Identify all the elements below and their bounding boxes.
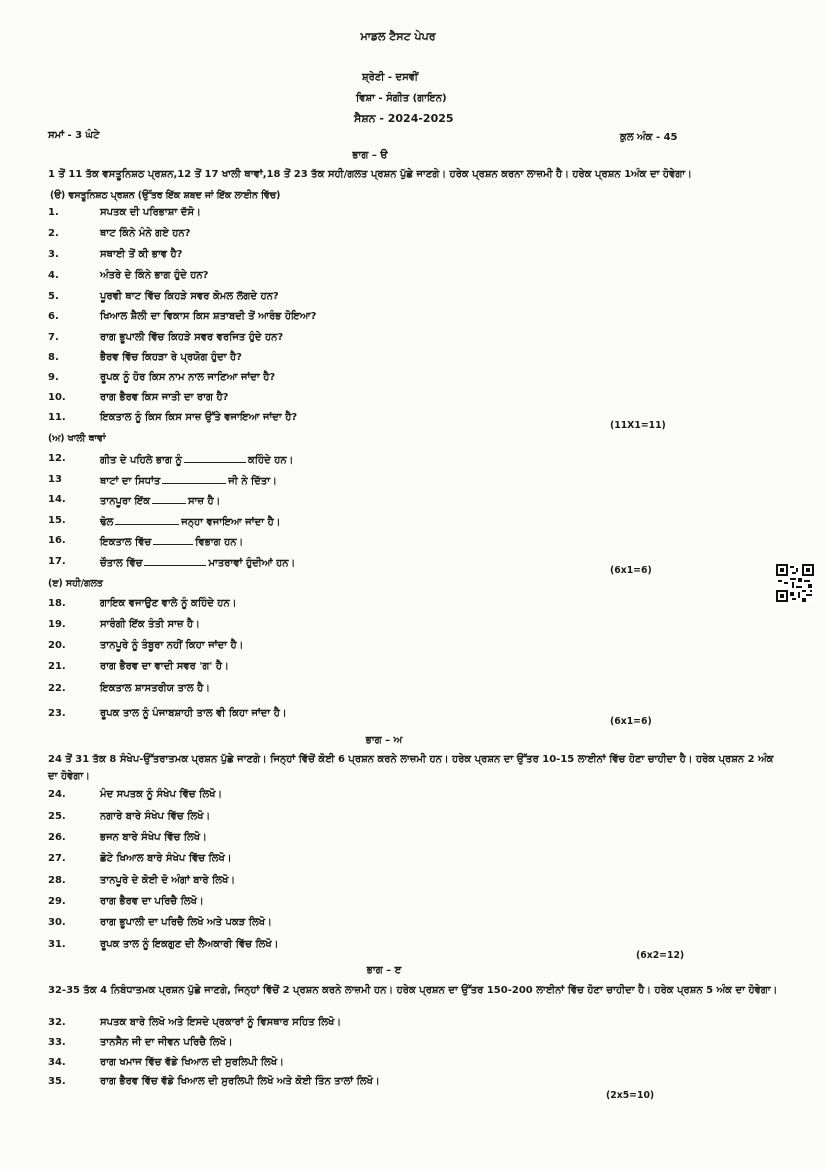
- question-text: ਰੂਪਕ ਨੂੰ ਹੋਰ ਕਿਸ ਨਾਮ ਨਾਲ ਜਾਣਿਆ ਜਾਂਦਾ ਹੈ?: [100, 372, 276, 383]
- question-number: 18.: [48, 598, 66, 609]
- question-text: ਤਾਨਪੂਰੇ ਨੂੰ ਤੰਬੂਰਾ ਨਹੀਂ ਕਿਹਾ ਜਾਂਦਾ ਹੈ।: [100, 640, 244, 651]
- question-number: 2.: [48, 228, 59, 239]
- question-row: [0, 1037, 740, 1053]
- question-number: 33.: [48, 1037, 66, 1048]
- question-number: 28.: [48, 875, 66, 886]
- question-row: [0, 789, 740, 805]
- question-number: 21.: [48, 661, 66, 672]
- section-ka-marks: (11X1=11): [610, 420, 666, 431]
- question-text: ਰਾਗ ਭੈਰਵ ਦਾ ਪਰਿਚੈ ਲਿਖੋ।: [100, 896, 204, 907]
- question-number: 6.: [48, 311, 59, 322]
- question-number: 32.: [48, 1017, 66, 1028]
- fill-in-blank[interactable]: [153, 535, 193, 545]
- question-number: 10.: [48, 392, 66, 403]
- question-number: 22.: [48, 683, 66, 694]
- question-number: 31.: [48, 939, 66, 950]
- question-text-before-blank: ਗੀਤ ਦੇ ਪਹਿਲੇ ਭਾਗ ਨੂੰ: [100, 455, 182, 466]
- question-number: 1.: [48, 207, 59, 218]
- question-number: 3.: [48, 249, 59, 260]
- question-number: 25.: [48, 811, 66, 822]
- fill-in-blank[interactable]: [184, 453, 246, 463]
- section-kha-marks: (6x1=6): [610, 565, 652, 576]
- fill-in-blank[interactable]: [162, 474, 226, 484]
- question-text: ਰਾਗ ਖਮਾਜ ਵਿੱਚ ਵੱਡੇ ਖਿਆਲ ਦੀ ਸੁਰਲਿਪੀ ਲਿਖੋ।: [100, 1057, 284, 1068]
- section-ka-title: (ੳ) ਵਸਤੂਨਿਸ਼ਠ ਪ੍ਰਸ਼ਨ (ਉੱਤਰ ਇੱਕ ਸ਼ਬਦ ਜਾਂ ਇੱਕ ਲਾਈਨ ਵਿੱਚ): [50, 190, 281, 201]
- question-number: 23.: [48, 708, 66, 719]
- question-text: ਇਕਤਾਲ ਨੂੰ ਕਿਸ ਕਿਸ ਸਾਜ਼ ਉੱਤੇ ਵਜਾਇਆ ਜਾਂਦਾ ਹੈ?: [100, 412, 298, 423]
- question-row: [0, 332, 740, 348]
- question-text: ਤਾਨਪੂਰੇ ਦੇ ਕੋਈ ਦੋ ਅੰਗਾਂ ਬਾਰੇ ਲਿਖੋ।: [100, 875, 236, 886]
- question-number: 24.: [48, 789, 66, 800]
- question-number: 30.: [48, 917, 66, 928]
- question-row: [0, 896, 740, 912]
- question-row: [0, 474, 740, 490]
- question-text: ਨਗਾਰੇ ਬਾਰੇ ਸੰਖੇਪ ਵਿੱਚ ਲਿਖੋ।: [100, 811, 211, 822]
- question-text: ਇਕਤਾਲ ਸ਼ਾਸਤਰੀਯ ਤਾਲ ਹੈ।: [100, 683, 211, 694]
- question-row: [0, 352, 740, 368]
- question-text-after-blank: ਕਹਿੰਦੇ ਹਨ।: [247, 455, 294, 466]
- question-row: [0, 249, 740, 265]
- question-number: 15.: [48, 515, 66, 526]
- part-a-title: ਭਾਗ – ੳ: [352, 150, 388, 161]
- question-row: [0, 1017, 740, 1033]
- question-text: ਰਾਗ ਭੂਪਾਲੀ ਵਿੱਚ ਕਿਹੜੇ ਸਵਰ ਵਰਜਿਤ ਹੁੰਦੇ ਹਨ?: [100, 332, 284, 343]
- question-text-before-blank: ਚੌਤਾਲ ਵਿੱਚ: [100, 558, 143, 569]
- question-row: [0, 207, 740, 223]
- question-number: 17.: [48, 556, 66, 567]
- qr-code: [776, 564, 814, 602]
- question-text: ਰੂਪਕ ਤਾਲ ਨੂੰ ਇਕਗੁਣ ਦੀ ਲੈਅਕਾਰੀ ਵਿੱਚ ਲਿਖੋ।: [100, 939, 279, 950]
- question-text: ਭੈਰਵ ਵਿੱਚ ਕਿਹੜਾ ਰੇ ਪ੍ਰਯੋਗ ਹੁੰਦਾ ਹੈ?: [100, 352, 242, 363]
- question-text: ਸਪਤਕ ਦੀ ਪਰਿਭਾਸ਼ਾ ਦੱਸੋ।: [100, 207, 201, 218]
- question-row: [0, 494, 740, 510]
- section-ga-title: (ੲ) ਸਹੀ/ਗਲਤ: [48, 578, 103, 589]
- question-number: 19.: [48, 619, 66, 630]
- question-text: [100, 453, 293, 466]
- question-row: [0, 661, 740, 677]
- question-row: [0, 372, 740, 388]
- question-text-after-blank: ਜਨ੍ਹਾ ਵਜਾਇਆ ਜਾਂਦਾ ਹੈ।: [181, 517, 281, 528]
- part-c-marks: (2x5=10): [606, 1090, 655, 1101]
- question-text-after-blank: ਜੀ ਨੇ ਦਿੱਤਾ।: [228, 476, 277, 487]
- question-number: 34.: [48, 1057, 66, 1068]
- question-text: ਗਾਇਕ ਵਜਾਉਣ ਵਾਲੇ ਨੂੰ ਕਹਿੰਦੇ ਹਨ।: [100, 598, 237, 609]
- subject-label: ਵਿਸ਼ਾ - ਸੰਗੀਤ (ਗਾਇਨ): [356, 93, 447, 104]
- question-text: ਭਜਨ ਬਾਰੇ ਸੰਖੇਪ ਵਿੱਚ ਲਿਖੋ।: [100, 832, 207, 843]
- question-text-before-blank: ਢੋਲ: [100, 517, 114, 528]
- question-text: ਥਾਟ ਕਿੰਨੇ ਮੰਨੇ ਗਏ ਹਨ?: [100, 228, 191, 239]
- section-ga-marks: (6x1=6): [610, 716, 652, 727]
- question-row: [0, 939, 740, 955]
- question-text-before-blank: ਤਾਨਪੂਰਾ ਇੱਕ: [100, 496, 151, 507]
- question-text: ਅੰਤਰੇ ਦੇ ਕਿੰਨੇ ਭਾਗ ਹੁੰਦੇ ਹਨ?: [100, 270, 209, 281]
- question-row: [0, 515, 740, 531]
- question-number: 4.: [48, 270, 59, 281]
- paper-title: ਮਾਡਲ ਟੈਸਟ ਪੇਪਰ: [360, 30, 436, 43]
- question-row: [0, 535, 740, 551]
- question-row: [0, 1057, 740, 1073]
- question-row: [0, 453, 740, 469]
- question-text: ਰਾਗ ਭੈਰਵ ਦਾ ਵਾਦੀ ਸਵਰ 'ਗ' ਹੈ।: [100, 661, 229, 672]
- question-row: [0, 917, 740, 933]
- question-row: [0, 640, 740, 656]
- section-kha-title: (ਅ) ਖਾਲੀ ਥਾਵਾਂ: [48, 433, 106, 444]
- question-row: [0, 228, 740, 244]
- question-text: ਸਥਾਈ ਤੋਂ ਕੀ ਭਾਵ ਹੈ?: [100, 249, 183, 260]
- time-label: ਸਮਾਂ - 3 ਘੰਟੇ: [48, 130, 100, 141]
- question-text: [100, 535, 243, 548]
- question-number: 20.: [48, 640, 66, 651]
- question-number: 16.: [48, 535, 66, 546]
- question-row: [0, 598, 740, 614]
- question-text: ਛੋਟੇ ਖਿਆਲ ਬਾਰੇ ਸੰਖੇਪ ਵਿੱਚ ਲਿਖੋ।: [100, 853, 232, 864]
- question-row: [0, 311, 740, 327]
- fill-in-blank[interactable]: [144, 556, 206, 566]
- part-b-marks: (6x2=12): [636, 950, 685, 961]
- question-text: ਰਾਗ ਭੈਰਵ ਵਿੱਚ ਵੱਡੇ ਖਿਆਲ ਦੀ ਸੁਰਲਿਪੀ ਲਿਖੋ ਅਤੇ ਕੋਈ ਤਿੰਨ ਤਾਲਾਂ ਲਿਖੋ।: [100, 1076, 380, 1087]
- question-row: [0, 853, 740, 869]
- part-c-title: ਭਾਗ – ੲ: [366, 965, 402, 976]
- question-row: [0, 392, 740, 408]
- question-text-after-blank: ਵਿਭਾਗ ਹਨ।: [195, 537, 244, 548]
- question-text: [100, 556, 295, 569]
- question-number: 27.: [48, 853, 66, 864]
- question-text: ਮੰਦ ਸਪਤਕ ਨੂੰ ਸੰਖੇਪ ਵਿੱਚ ਲਿਖੋ।: [100, 789, 223, 800]
- total-marks: ਕੁਲ ਅੰਕ - 45: [620, 132, 678, 143]
- question-number: 29.: [48, 896, 66, 907]
- question-number: 9.: [48, 372, 59, 383]
- question-number: 12.: [48, 453, 66, 464]
- question-number: 8.: [48, 352, 59, 363]
- question-text: [100, 515, 280, 528]
- part-c-instructions: 32-35 ਤੱਕ 4 ਨਿਬੰਧਾਤਮਕ ਪ੍ਰਸ਼ਨ ਪੁੱਛੇ ਜਾਣਗੇ, ਜਿਨ੍ਹਾਂ ਵਿੱਚੋਂ 2 ਪ੍ਰਸ਼ਨ ਕਰਨੇ ਲਾਜ਼ਮੀ ਹਨ। ਹਰੇਕ ਪ੍ਰਸ਼ਨ ਦਾ ਉੱਤਰ 150-200 ਲਾਈਨਾਂ ਵਿੱਚ ਹੋਣਾ ਚਾਹੀਦਾ ਹੈ। ਹਰੇਕ ਪ੍ਰਸ਼ਨ 5 ਅੰਕ ਦਾ ਹੋਵੇਗਾ।: [48, 985, 778, 996]
- part-b-instructions: 24 ਤੋਂ 31 ਤੱਕ 8 ਸੰਖੇਪ-ਉੱਤਰਾਤਮਕ ਪ੍ਰਸ਼ਨ ਪੁੱਛੇ ਜਾਣਗੇ। ਜਿਨ੍ਹਾਂ ਵਿੱਚੋਂ ਕੋਈ 6 ਪ੍ਰਸ਼ਨ ਕਰਨੇ ਲਾਜ਼ਮੀ ਹਨ। ਹਰੇਕ ਪ੍ਰਸ਼ਨ ਦਾ ਉੱਤਰ 10-15 ਲਾਈਨਾਂ ਵਿੱਚ ਹੋਣਾ ਚਾਹੀਦਾ ਹੈ। ਹਰੇਕ ਪ੍ਰਸ਼ਨ 2 ਅੰਕ ਦਾ ਹੋਵੇਗਾ।: [48, 754, 774, 782]
- question-text-after-blank: ਮਾਤਰਾਵਾਂ ਹੁੰਦੀਆਂ ਹਨ।: [208, 558, 296, 569]
- question-text: ਪੂਰਵੀ ਥਾਟ ਵਿੱਚ ਕਿਹੜੇ ਸਵਰ ਕੋਮਲ ਲੱਗਦੇ ਹਨ?: [100, 291, 279, 302]
- question-text: ਸਾਰੰਗੀ ਇੱਕ ਤੰਤੀ ਸਾਜ਼ ਹੈ।: [100, 619, 200, 630]
- question-number: 26.: [48, 832, 66, 843]
- question-text: [100, 474, 277, 487]
- question-row: [0, 619, 740, 635]
- question-text-before-blank: ਇਕਤਾਲ ਵਿੱਚ: [100, 537, 152, 548]
- question-row: [0, 832, 740, 848]
- fill-in-blank[interactable]: [152, 494, 186, 504]
- fill-in-blank[interactable]: [115, 515, 179, 525]
- question-row: [0, 270, 740, 286]
- question-number: 11.: [48, 412, 66, 423]
- part-a-instructions: 1 ਤੋਂ 11 ਤੱਕ ਵਸਤੂਨਿਸ਼ਠ ਪ੍ਰਸ਼ਨ,12 ਤੋਂ 17 ਖਾਲੀ ਥਾਵਾਂ,18 ਤੋਂ 23 ਤੱਕ ਸਹੀ/ਗਲਤ ਪ੍ਰਸ਼ਨ ਪੁੱਛੇ ਜਾਣਗੇ। ਹਰੇਕ ਪ੍ਰਸ਼ਨ ਕਰਨਾ ਲਾਜ਼ਮੀ ਹੈ। ਹਰੇਕ ਪ੍ਰਸ਼ਨ 1ਅੰਕ ਦਾ ਹੋਵੇਗਾ।: [48, 169, 692, 180]
- question-number: 35.: [48, 1076, 66, 1087]
- session-label: ਸੈਸ਼ਨ - 2024-2025: [354, 112, 454, 125]
- class-label: ਸ਼੍ਰੇਣੀ - ਦਸਵੀਂ: [362, 72, 419, 83]
- question-number: 5.: [48, 291, 59, 302]
- question-text: ਰੂਪਕ ਤਾਲ ਨੂੰ ਪੰਜਾਬਸ਼ਾਹੀ ਤਾਲ ਵੀ ਕਿਹਾ ਜਾਂਦਾ ਹੈ।: [100, 708, 287, 719]
- question-text: [100, 494, 220, 507]
- question-text: ਸਪਤਕ ਬਾਰੇ ਲਿਖੋ ਅਤੇ ਇਸਦੇ ਪ੍ਰਕਾਰਾਂ ਨੂੰ ਵਿਸਥਾਰ ਸਹਿਤ ਲਿਖੋ।: [100, 1017, 342, 1028]
- question-row: [0, 875, 740, 891]
- question-text: ਤਾਨਸੈਨ ਜੀ ਦਾ ਜੀਵਨ ਪਰਿਚੈ ਲਿਖੋ।: [100, 1037, 233, 1048]
- question-text-before-blank: ਥਾਟਾਂ ਦਾ ਸਿਧਾਂਤ: [100, 476, 161, 487]
- question-number: 7.: [48, 332, 59, 343]
- question-row: [0, 811, 740, 827]
- question-number: 14.: [48, 494, 66, 505]
- question-text: ਖਿਆਲ ਸ਼ੈਲੀ ਦਾ ਵਿਕਾਸ ਕਿਸ ਸ਼ਤਾਬਦੀ ਤੋਂ ਆਰੰਭ ਹੋਇਆ?: [100, 311, 317, 322]
- question-row: [0, 683, 740, 699]
- question-text: ਰਾਗ ਭੂਪਾਲੀ ਦਾ ਪਰਿਚੈ ਲਿਖੋ ਅਤੇ ਪਕੜ ਲਿਖੋ।: [100, 917, 272, 928]
- question-text: ਰਾਗ ਭੈਰਵ ਕਿਸ ਜਾਤੀ ਦਾ ਰਾਗ ਹੈ?: [100, 392, 229, 403]
- question-row: [0, 291, 740, 307]
- question-number: 13: [48, 474, 62, 485]
- part-b-title: ਭਾਗ – ਅ: [365, 735, 403, 746]
- question-text-after-blank: ਸਾਜ਼ ਹੈ।: [188, 496, 221, 507]
